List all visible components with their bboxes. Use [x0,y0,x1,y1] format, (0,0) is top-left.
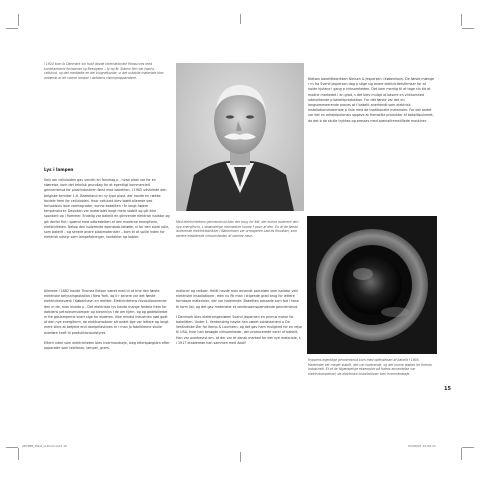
section-heading: Lys i lampen [44,167,74,172]
bakelite-caption: Hyppens egentlige gennembrud kom med opfindelsen af bakelit i 1905. Materialet var meget stabilt, det var isolerende, og det kunne støbes let formes industrielt. Et af de tilgængelige eksempler på tidens anvendelse var elektrokompeksel, da elektriske installationer blev hvermandseje. [308,358,432,376]
crop-mark [461,14,462,26]
bakelite-image [307,216,437,354]
crop-mark [462,28,474,29]
paragraph: I Danmark blev elektroingeniøren Svend Jespersen en primus motor for bakelitten. Under 1. Verdenskrig havde han været soldatsenent p De Vestindiske Øer for Kemp & Lauritzen, og det gav ham mulighed for en rejse til USA, hvor han besøgte virksomheder, der producerede varer af bakelit. Han var overbevist om, at der var et dansk marked for det nye materiale, s i 1917 etablerede han sammen med Adolf [176,314,303,345]
paragraph: Nielsen bakelitfabrikken Nielsen & Jespersen i København. De første mænge r m fra Svend Jespersen dog p stige sig andre elektricitetsfirmaer for at holde hjulene i gang p virksomheden. Det kom mentig til at tage sin tid at modne markedet i en grad, s det blev muligt at basere en virksomhed udelukkende p bakelitproduktion. For det første var det en langsommeerende proces at f bakelit anerkendt som elektrisk installationsmateriale p linie med de traditionelle materialer. For det andet var det en arbejdsintensiv opgave at fremstille produkter af bakelitpulveret, da det b de skulle trykkes og presses med specialfremstillede maskiner. [308,77,435,123]
bottom-middle-column [176,289,302,351]
bakelite-object-photo [307,216,437,354]
crop-mark [18,448,19,460]
bottom-left-column [44,289,170,356]
paragraph: Allerede i 1882 havde Thomas Edison været med til at tme den første elektriske belysningsstation i New York, og k r senere var det første elektricitetsværk i København en realitet. Elektricitetens revolutionerende den m de, man levede p . Det elektriske lys havde mange fordele frem for datidens petroleumslamper og stearinlys i de am hjem, og og gadebilledet m tte gaslamperne snart sige for elpæren. Ikke mindst industrien nød godt af den nye energiform, da elektromotorer alt andet lige var lettere og langt mere sikre at betjene end dampmaskines m r man jo fabrikkerne skulle overføre kraft til produktionsudstyret. [44,289,169,335]
slug-timestamp: 03/09/07 15:09:21 [408,444,436,448]
portrait-caption: Med elektricitetens gennembrud blev der brug for lidt, der kunne isolerere den nye energiform, s strømdelige mennesker kunne f gavn af den. En af de første isolerende elektrikfabrikker i København var urmageren Laurits Knudsen, som senere etablerede virksomheden af samme navn. [176,220,299,238]
paragraph: Selv om celluloiden gav vendin en forsmag p , hvad plast var for en størrelse, kom det teknisk grundlag for et egentligt kommercielt gennembrud for plastindustrien først med bakeliten. I 1905 udviklede den belgiske kemiker L.H. Baekeland en ny type plast, der havde en række fordele frem for celluloiden. Hvor celluloid blev blødt allerede ved forholdsvis lave varmegrader, kunne bakeliten i år langt højere temperaturer. Desuden var materialet langt mere stabilt og gik ikke spontant op i flammer. Endelig var bakelit en glimrende elektrisk isolator og gik derfor fint i spænd med udbredelsen af den moderne energiform, elektriciteten. Netop den isolerende egenskab betøde, vi for den store rolle, som bakelit – og senere andre plastmaterialer – kom til at spille inden for elektrisk udstyr som lampefatninger, kontakter og kabler. [44,178,170,240]
page-number: 15 [444,386,451,392]
crop-mark [6,447,18,448]
portrait-photo [176,63,304,211]
portrait-image [176,63,304,211]
slug-filename: 2870EP_Plast_indhold.indd 15 [22,444,67,448]
paragraph: mofoner og radioer. Heldt havde man anvendt porcelæn som isolator ved elektriske installationer, men nu fik man i stigende grad brug for lettere formbare materialer, der var isolerende. Bakeliten passede som fod i hose til form list, og det gav materialet et verdensomspændende gennembrud. [176,289,299,309]
crop-mark [461,448,462,460]
crop-mark [462,447,474,448]
top-caption: I 1924 kom lb Denmark sin hobf davde internationale filmsucces med konekantstrid fyrtaarnet og Bessigsen – fy og år. Sidens film var Iswd p celluloid, og det meddelte en del biografkunde, vi det ustabile materiale blev antændt af de varme lamper i datidens visningsapparatere. [44,62,164,80]
crop-mark [240,452,241,462]
paragraph: Efterh nden som elektriciteten blev hvermandseje, steg efterspørgslen efter apparater som telefoner, lamper, gram- [44,340,170,351]
crop-mark [6,28,18,29]
crop-mark [18,14,19,26]
right-column-top [308,77,436,129]
left-column-body [44,167,170,245]
crop-mark [240,14,241,24]
